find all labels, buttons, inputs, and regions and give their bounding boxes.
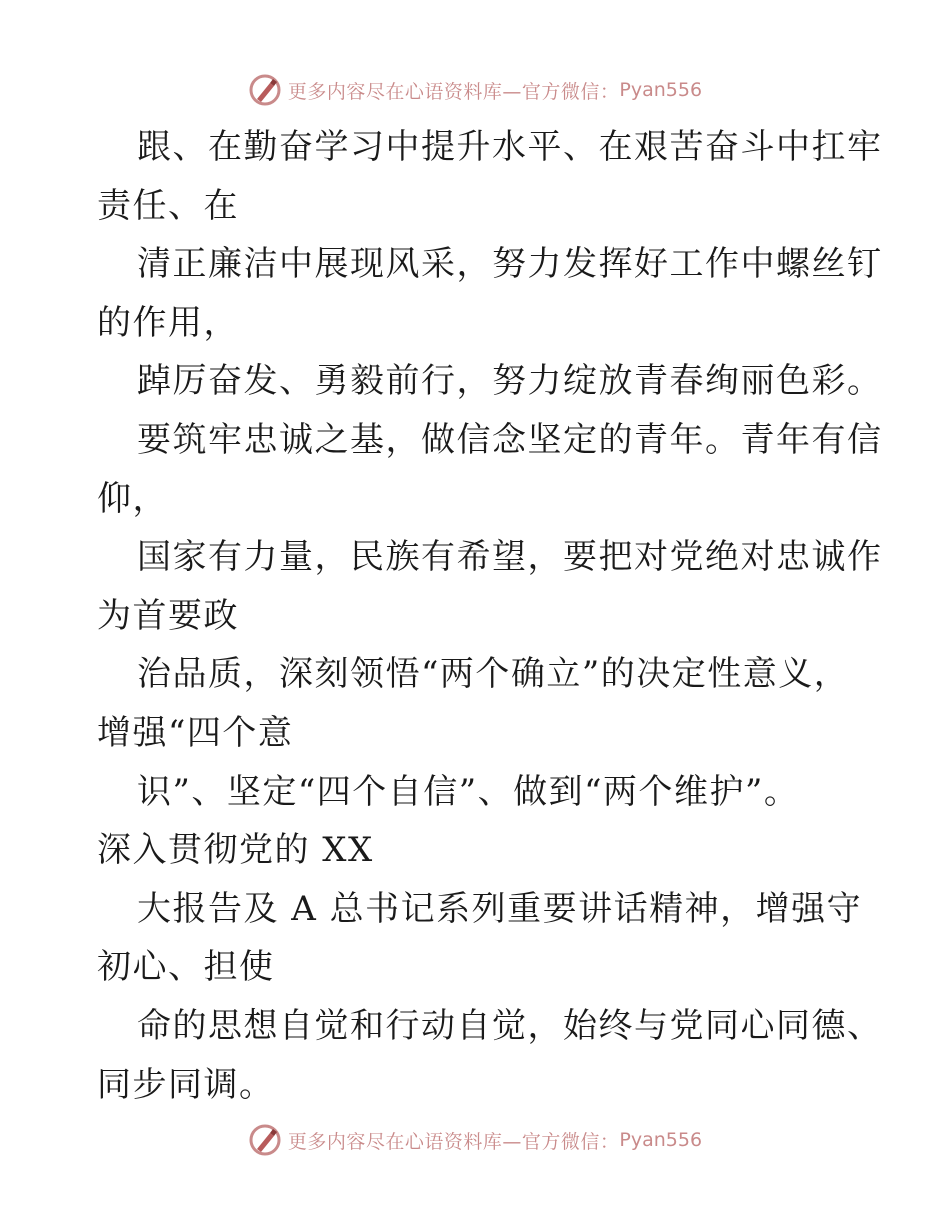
text-line: 仰， [97, 478, 168, 519]
pen-logo-icon [248, 1123, 282, 1157]
text-line: 跟、在勤奋学习中提升水平、在艰苦奋斗中扛牢 [137, 127, 883, 167]
pen-logo-icon [248, 73, 282, 107]
text-line: 的作用， [97, 302, 239, 343]
watermark-text: 更多内容尽在心语资料库—官方微信： [287, 1130, 620, 1153]
watermark-text: 更多内容尽在心语资料库—官方微信： [287, 80, 620, 103]
text-line: 深入贯彻党的 XX [97, 830, 374, 871]
text-line: 国家有力量，民族有希望，要把对党绝对忠诚作 [137, 537, 883, 578]
text-line: 增强“四个意 [97, 712, 294, 753]
text-line: 踔厉奋发、勇毅前行，努力绽放青春绚丽色彩。 [137, 361, 883, 402]
text-line: 大报告及 A 总书记系列重要讲话精神，增强守 [137, 888, 863, 929]
text-line: 清正廉洁中展现风采，努力发挥好工作中螺丝钉 [137, 244, 883, 285]
text-line: 为首要政 [97, 595, 239, 636]
header-watermark [0, 70, 950, 110]
text-line: 识”、坚定“四个自信”、做到“两个维护”。 [137, 771, 800, 812]
document-body [97, 118, 883, 1114]
footer-watermark [0, 1120, 950, 1160]
text-line: 命的思想自觉和行动自觉，始终与党同心同德、 [137, 1005, 883, 1046]
text-line: 治品质，深刻领悟“两个确立”的决定性意义， [137, 654, 850, 695]
watermark-contact: Pyan556 [619, 79, 703, 101]
text-line: 责任、在 [97, 185, 239, 226]
text-line: 初心、担使 [97, 947, 275, 988]
text-line: 要筑牢忠诚之基，做信念坚定的青年。青年有信 [137, 419, 883, 460]
watermark-contact: Pyan556 [619, 1129, 703, 1151]
text-line: 同步同调。 [97, 1064, 275, 1105]
